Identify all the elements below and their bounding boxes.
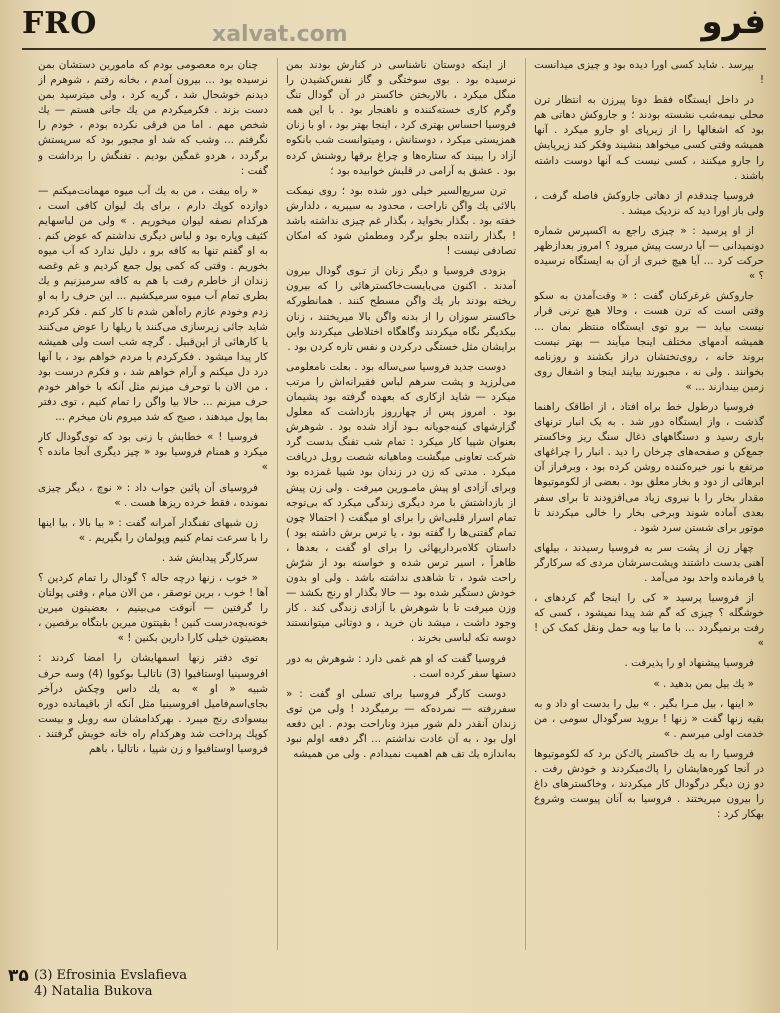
paragraph: فروسیا درطول خط براه افتاد ، از اطاقک راهنما گذشت ، واز ایستگاه دور شد . به یک انبار ترنهای باری رسید و دستگاههای ذغال سنگ ریز وخاکستر جمع‌کن و صفحه‌های چرخان را دید . انبار را چراغهای مرتفع با نور خیره‌کننده روشن کرده بود ، وبرفراز آن ابرهائی از دود و بخار معلق بود . بعضی از لکوموتیوها مقدار بخار را با نیروی زیاد می‌افزودند تا برای سفر بعدی آماده شوند وبرخی بخار را خالی میکردند تا موتور برای شستن سرد شود . [534, 400, 764, 534]
paragraph: دوست کارگر فروسیا برای تسلی او گفت : « سفررفته — نمرده‌که — برمیگردد ! ولی من توی زندان آنقدر دلم شور میزد وناراحت بودم . این دفعه اول بود ، به آن عادت نداشتم ... اگر دفعه اولم نبود به‌اندازه یك تف هم اهمیت نمیدادم . ولی من همیشه [286, 687, 516, 761]
paragraph: « یك بیل بمن بدهید . » [653, 677, 754, 690]
header-left-title: FRO [22, 6, 98, 41]
paragraph: ترن سریع‌السیر خیلی دور شده بود ؛ روی نیمکت بالائی یك واگن ناراحت ، محدود به سیبریه ، دلدارش خفته بود . بگذار بخواید ، بگذار غم چیزی نداشته باشد ! بگذار رانتده بجلو برگرد ومطمئن شود که امکان تصادفی نیست ! [286, 184, 516, 258]
paragraph: زن شبهای تفنگدار آمرانه گفت : « بیا بالا ، بیا اینها را با سرعت تمام کنیم وپولمان را بگیریم . » [38, 516, 268, 544]
paragraph: سرکارگر پیدایش شد . [161, 551, 258, 564]
paragraph: « اینها ، بیل مـرا بگیر . » بیل را بدست او داد و به بقیه زنها گفت « زنها ! بروید سرگودال سومی ، من خدمت اولی میرسم . » [534, 697, 764, 740]
footnote: 4) Natalia Bukova [34, 984, 153, 999]
paragraph: از او پرسید : « چیزی راجع به اکسپرس شماره دونمیدانی — آیا درست پیش میرود ؟ امروز بعدازظهر حرکت کرد ... آیا هیچ خبری از آن به ایستگاه نرسیده ؟ » [534, 224, 764, 283]
column-right [534, 58, 764, 950]
paragraph: فروسیا ! » خطابش با زنی بود که توی‌گودال کار میکرد و همنام فروسیا بود « چیز دیگری آنجا مانده ؟ » [38, 431, 268, 474]
column-divider [525, 58, 526, 950]
column-middle [286, 58, 516, 950]
page-number: ۳۵ [8, 966, 29, 986]
paragraph: بزودی فروسیا و دیگر زنان از تـوی گودال بیرون آمدند . اکنون می‌بایست‌خاکستر‌هائی را که بیرون ریخته بودند بار یك واگن مسطح کنند . همانطورکه خاکستر سوزان را از بدنه واگن بالا میریختند ، زنان بیکدیگر نگاه میکردند وگاهگاه اختلاطی میکردند واین برایشان مثل خستگی درکردن و نفس تازه کردن بود . [286, 265, 516, 353]
paragraph: توی دفتر زنها اسمهایشان را امضا کردند : افروسینیا اوستافیوا (3) ناتالیـا بوکووا (4) وسه حرف شبیه « او » به یك داس وچکش درآخر بجای‌اسم‌فامیل افروسینیا مثل آنکه از باقیمانده دوره بیسوادی رنج میبرد . بهرکدامشان سه روبل و بیست کوپك پرداخت شد وهرکدام راه خانه خویش گرفتند . فروسیا اوستافیوا و زن شپیا ، ناتالیا ، باهم [38, 652, 268, 756]
header-right-title: فرو [701, 2, 766, 42]
paragraph: چنان بره معصومی بودم که مامورین دستشان بمن نرسیده بود ... بیرون آمدم ، بخانه رفتم ، شوهرم از دیدنم خوشحال شد ، گریه کرد ، ولی میترسید بمن دست بزند . فکرمیکردم من یك جانی هستم — یك شخص مهم . اما من فرقی نکرده بودم ، خودم را نگرفتم ... وشب که شد او مجبور بود که سرپستش برگردد ، هردو غمگین بودیم . تفنگش را برداشت و گفت : [38, 59, 268, 177]
paragraph: بپرسد . شاید کسی اورا دیده بود و چیزی میدانست ! [534, 59, 764, 87]
paragraph: فروسیا پیشنهاد او را پذیرفت . [624, 657, 754, 670]
paragraph: « خوب ، زنها درچه حاله ؟ گودال را تمام کردین ؟ آها ! خوب ، برین توصقر ، من الان میام ، وقتی پولتان را گرفتین — آنوقت می‌بینیم ، بعضیتون میرین خونه‌بچه‌‌درست کنین ! بقیتتون میرین بابتگاه برقصین ، بعضیتون خیلی کارا دارین بکنین ! » [38, 572, 268, 645]
paragraph: در داخل ایستگاه فقط دوتا پیرزن به انتظار ترن محلی نیمه‌شب نشسته بودند ؛ و جاروکش دهاتی هم بود که اشغالها را از زیرپای او جارو میکرد . آنها همیشه وقتی کسی میخواهد بنشیند وفکر کند زیرپایش را جارو میکنند ، کسی نیست کـه آنها دوست داشته باشند . [534, 94, 764, 182]
article-columns [38, 58, 764, 950]
column-left [38, 58, 268, 950]
paragraph: دوست جدید فروسیا سی‌ساله بود . بعلت نامعلومی می‌لرزید و پشت سرهم لباس فقیرانه‌اش را مرتب میکرد — شاید ازکاری که بعهده گرفته بود پشیمان بود . امروز پس از چهارروز بازداشت که معلول گزارشهای کینه‌جویانه بـود آزاد شده بود . شوهرش بعنوان شپیا کار میکرد : تمام شب تفنگ بدست گرد شرکت تعاونی میگشت وماهیانه شصت روبل دریافت میکرد . مدتی که زن در زندان بود شپیا غمزده بود وبرای آزادی او پیش مامـورین میرفت . ولی زن پیش از بازداشتش با مرد دیگری زندگی میکرد که بی‌توجه تمام اسرار قلبی‌اش را برای او میگفت ( احتمالا چون تمام گفتنی‌ها را گفته بود ، یا ترس برش داشته بود ) داستان کلاه‌برداریهائی را برای او گفت ، بعدها ، ظاهراً ، اسیر ترس شده و خواسته بود از شرّش راحت شود ، تا شاهدی نداشته باشد . ولی او بدون خودش دستگیر شده بود — حالا بگذار او رنج بکشد — وزن میرفت تا با شوهرش با آزادی زندگی کند . کار وجود داشت ، میشد نان خرید ، و دوتائی میتوانستند دوسه تکه لباسی بخرند . [286, 360, 516, 645]
paragraph: فروسیا چندقدم از دهاتی جاروکش فاصله گرفت ، ولی باز اورا دید که نزدیک میشد . [534, 189, 764, 217]
paragraph: از اینکه دوستان ناشناسی در کنارش بودند بمن نرسیده بود . بوی سوختگی و گاز نفس‌کشیدن را منگل میکرد ، بالاربختن خاکستر در آن گودال تنگ وگرم کاری خسته‌کننده و ناهنجار بود . با این همه فروسیا احساس بهتری کرد ، اینجا بهتر بود ، او با زنان همزیستی میکرد ، دوستانش ، ومیتوانست شب بانکوه آزاد را ببیند که ستاره‌ها و چراغ برقها روشنش کرده بود . عشق به آرامی در قلبش خوابیده بود ؛ [286, 59, 516, 177]
paragraph: فروسیای آن پائین جواب داد : « نوچ ، دیگر چیزی نمونده ، فقط خرده ریزها هست . » [38, 481, 268, 509]
footnotes [34, 968, 187, 1000]
watermark: xalvat.com [212, 22, 348, 47]
column-divider [277, 58, 278, 950]
footnote: (3) Efrosinia Evslafieva [34, 968, 188, 983]
paragraph: « راه بیفت ، من به یك آب میوه مهمانت‌میکنم — دوازده کوپك دارم ، برای یك لیوان کافی است ، هرکدام نصفه لیوان میخوریم . » ولی من لباسهایم کثیف وپاره بود و لباس دیگری نداشتم که عوض کنم . به او گفتم تنها به کافه برو ، دلیل ندارد که آب میوه بخوریم . وقتی که کمی پول جمع کردیم و غم وغصه زندان از خاطرم رفت با هم به کافه سرمیزنیم و یك بطری تمام آب میوه سرمیکشیم ... این حرف را به او زدم وخودم عازم راه‌آهن شدم تا کار کنم . فکر کردم شاید جائی زیرسازی می‌کنند یا ریلها را عوض می‌کنند یا کارهائی از این‌قبیل . گرچه شب است ولی همیشه کار پیدا میشود . فکرکردم با مردم خواهم بود ، با آنها درد دل میکنم و آرام خواهم شد ، و فکرم درست بود ، من الان با توحرف میزنم مثل آنکه با خواهر خودم حرف میزنم ... حالا بیا واگن را تمام کنیم ، توی دفتر بما پول میدهند ، صبح که شد میروم نان میخرم ... [38, 184, 268, 424]
paragraph: جاروکش غرغرکنان گفت : « وقت‌آمدن به سکو وقتی است که ترن هست ، وحالا هیچ ترنی قرار نیست بیاید — برو توی ایستگاه منتظر بمان ... همیشه آدمهای مختلف اینجا میآیند — بهتر نیست بروند خانه ، روی‌تختشان دراز بکشند و روزنامه بخوانند . ولی نه ، مجبورند بیایند اینجا و اشغال روی زمین بیندازند ... » [534, 290, 764, 393]
paragraph: فروسیا گفت که او هم غمی دارد : شوهرش به دور دستها سفر کرده است . [286, 652, 516, 680]
paragraph: چهار زن از پشت سر به فروسیا رسیدند ، بیلهای آهنی بدست داشتند ویشت‌سرشان مردی که سرکارگر یا فرمانده واحد بود می‌آمد . [534, 541, 764, 584]
header-rule [22, 48, 766, 50]
paragraph: از فروسیا پرسید « کی را اینجا گم کردهای ، خوشگله ؟ چیزی که گم شد پیدا نمیشود ، کسی که رفت برنمیگردد ... با ما بیا وبه حمل ونقل کمک کن ! » [534, 592, 764, 650]
paragraph: فروسیا را به یك خاکستر پاك‌کن برد که لکوموتیوها در آنجا کوره‌هایشان را پاك‌میکردند و خودش رفت . دو زن دیگر درگودال کار میکردند ، وخاکسترهای داغ را بیرون میریختند . فروسیا به آنان پیوست وشروع بهکار کرد : [534, 747, 764, 821]
